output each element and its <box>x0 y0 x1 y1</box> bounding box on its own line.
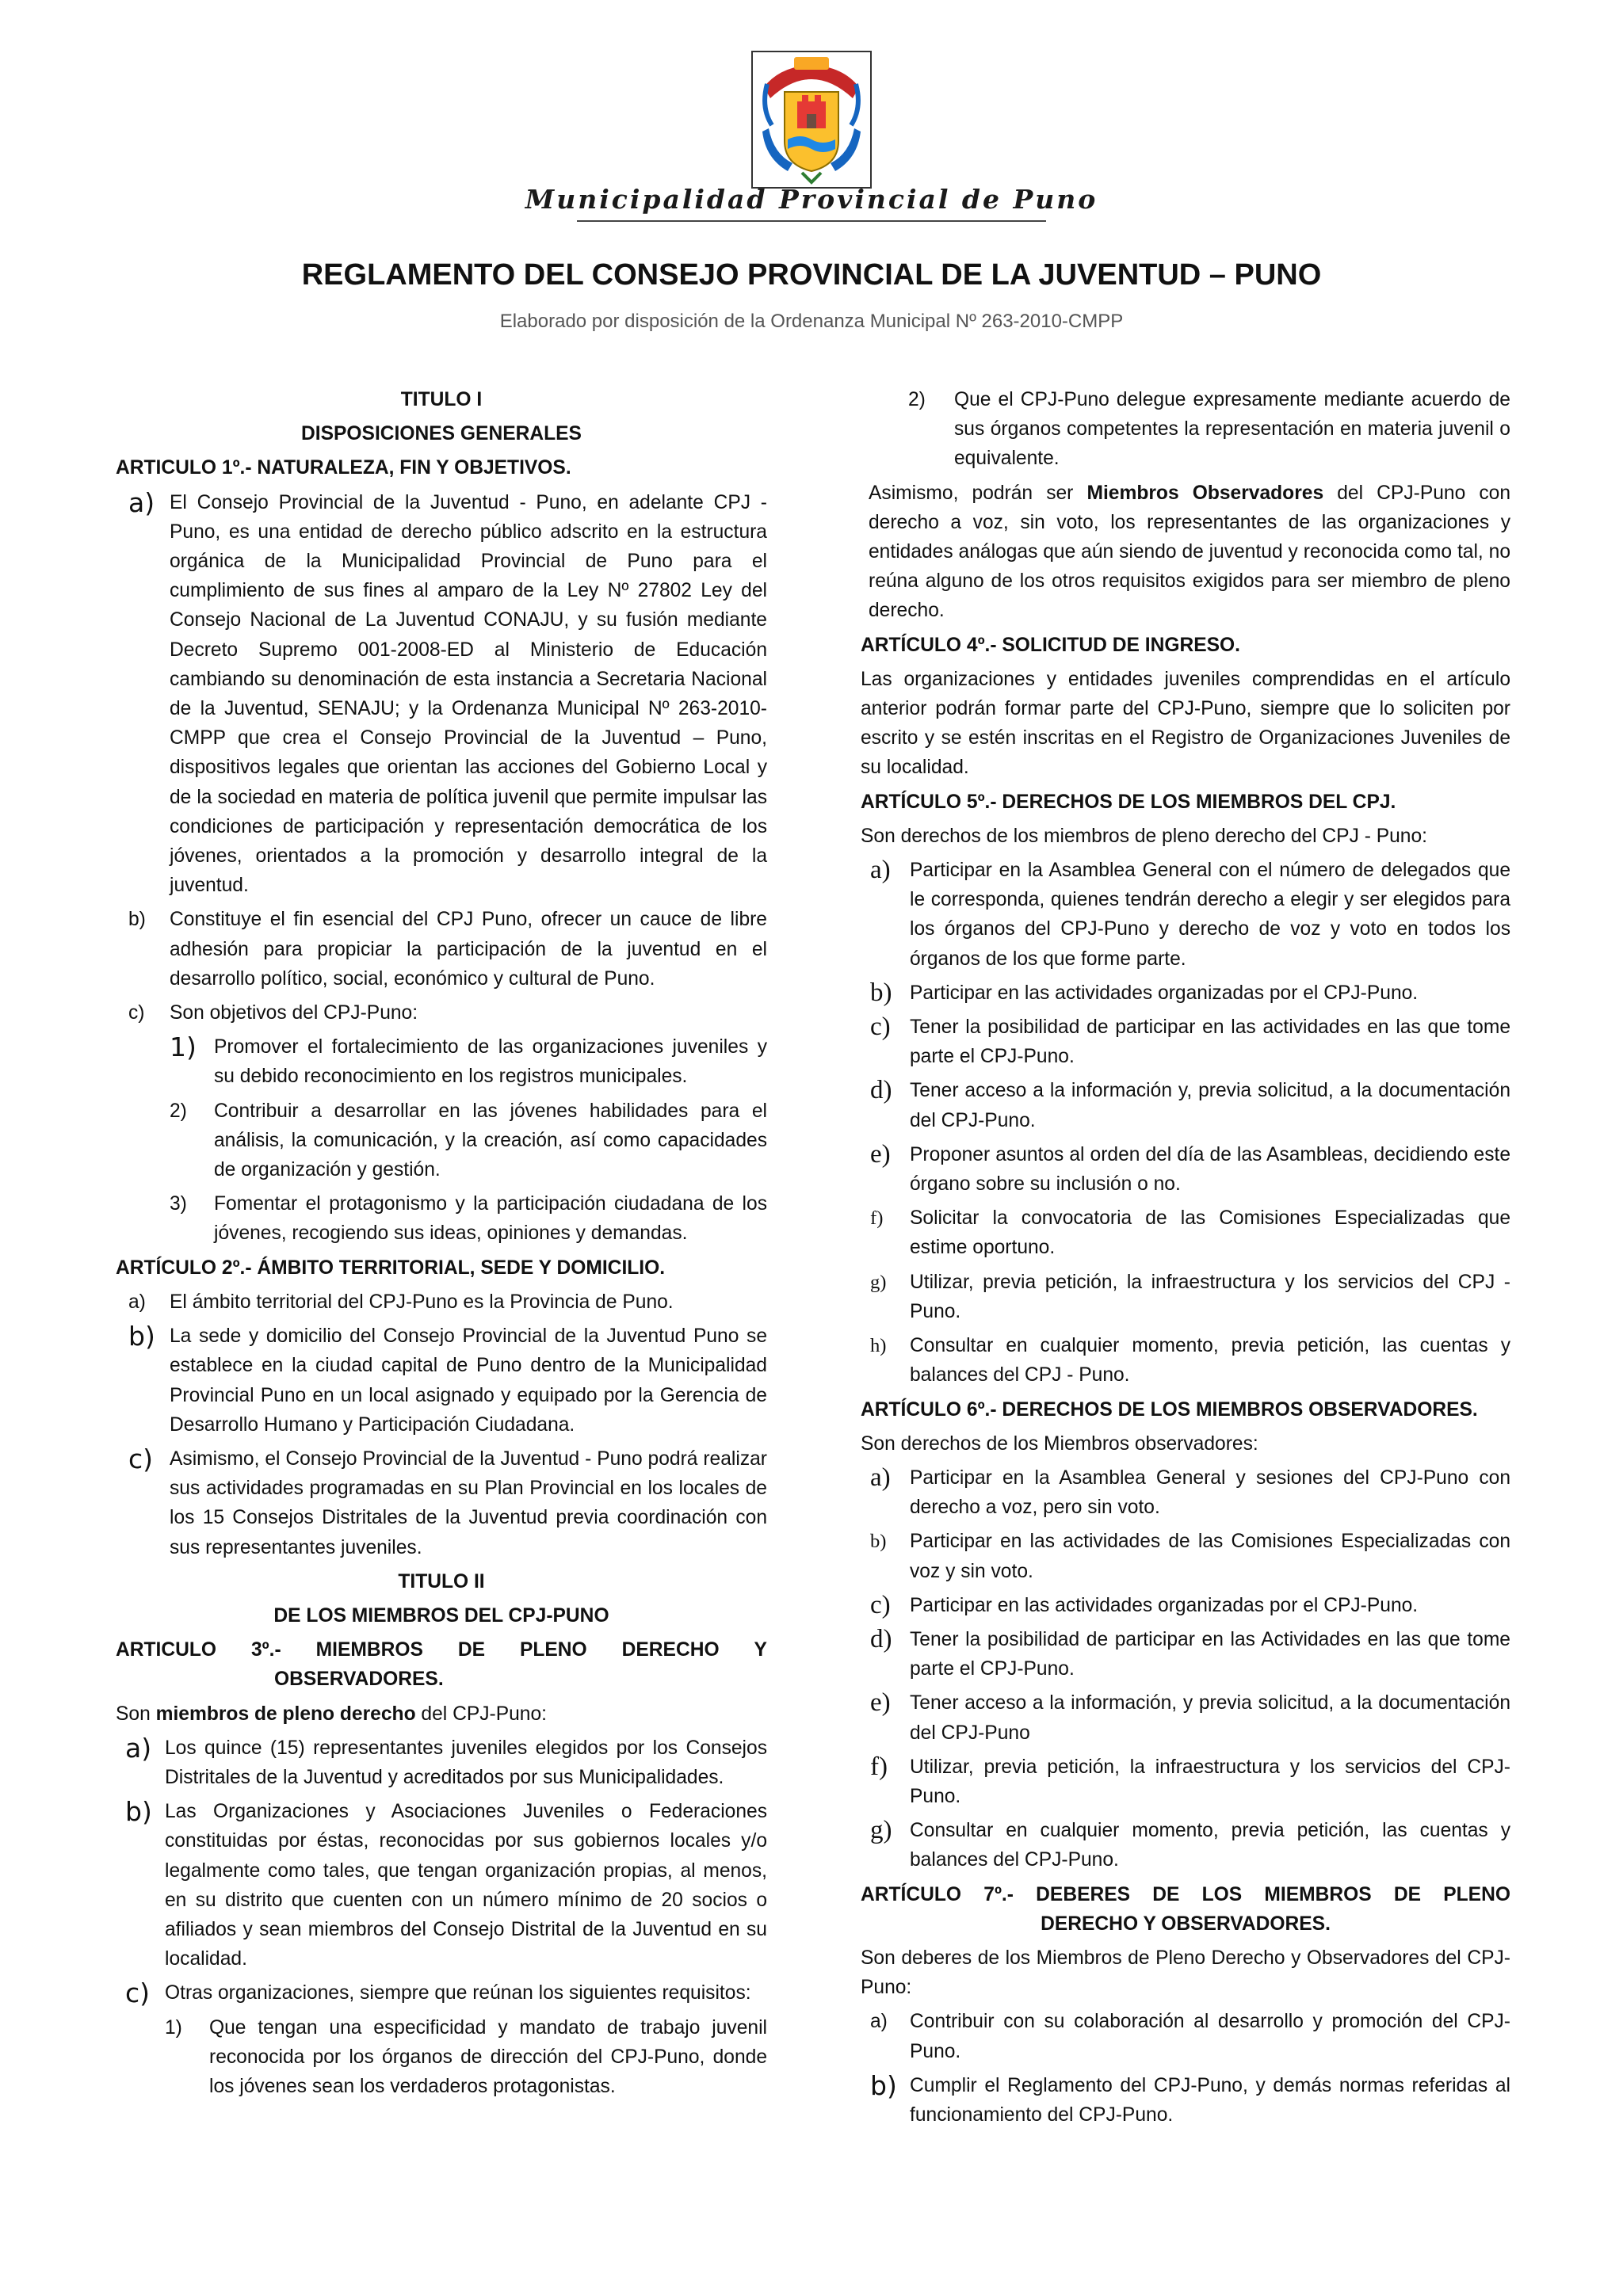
list-item: b) La sede y domicilio del Consejo Provincial de la Juventud Puno se establece en la ciudad capital de Puno dentro de la Municipalidad Provincial Puno en un local asignado y equipado por la Gerencia de Desarrollo Humano y Participación Ciudadana. <box>128 1321 767 1436</box>
sub-list-item: 2) Contribuir a desarrollar en las jóvenes habilidades para el análisis, la comunicación, y la creación, así como capacidades de organización y gestión. <box>170 1100 767 1181</box>
list-item: b) Participar en las actividades organizadas por el CPJ-Puno. <box>870 978 1419 1007</box>
article-intro: Son derechos de los Miembros observadores: <box>861 1432 1258 1455</box>
list-item: a) Participar en la Asamblea General y sesiones del CPJ-Puno con derecho a voz, pero sin voto. <box>870 1463 1510 1519</box>
article-intro: Son miembros de pleno derecho del CPJ-Puno: <box>116 1703 548 1725</box>
sub-list-item: 1) Promover el fortalecimiento de las organizaciones juveniles y su debido reconocimiento en los registros municipales. <box>170 1032 767 1088</box>
list-item: a) Participar en la Asamblea General con el número de delegados que le corresponda, quienes tendrán derecho a elegir y ser elegidos para los órganos del CPJ-Puno y derecho de voz y voto en todos los órganos de los que forme parte. <box>870 856 1510 970</box>
header-divider <box>577 220 1046 222</box>
left-column <box>116 385 767 2106</box>
article-heading: ARTÍCULO 2º.- ÁMBITO TERRITORIAL, SEDE Y DOMICILIO. <box>116 1257 666 1279</box>
observers-paragraph: Asimismo, podrán ser Miembros Observadores del CPJ-Puno con derecho a voz, sin voto, los representantes de las organizaciones y entidades análogas que aún siendo de juventud y reconocida como tal, no reúna alguno de los otros requisitos exigidos para ser miembro de pleno derecho. <box>869 482 1511 622</box>
municipal-crest <box>751 51 872 189</box>
list-item: a) El Consejo Provincial de la Juventud - Puno, en adelante CPJ - Puno, es una entidad de derecho público adscrito en la estructura orgánica de la Municipalidad Provincial de Puno para el cumplimiento de sus fines al amparo de la Ley Nº 27802 Ley del Consejo Nacional de La Juventud CONAJU, y su fusión mediante Decreto Supremo 001-2008-ED al Ministerio de Educación cambiando su denominación de esta instancia a Secretaria Nacional de la Juventud, SENAJU; y la Ordenanza Municipal Nº 263-2010-CMPP que crea el Consejo Provincial de la Juventud – Puno, dispositivos legales que orientan las acciones del Gobierno Local y de la sociedad en materia de política juvenil que permite impulsar las condiciones de participación y representación democrática de los jóvenes, orientados a la promoción y desarrollo integral de la juventud. <box>128 486 767 897</box>
sub-list-item: 3) Fomentar el protagonismo y la participación ciudadana de los jóvenes, recogiendo sus ideas, opiniones y demandas. <box>170 1193 767 1245</box>
list-item: b) Las Organizaciones y Asociaciones Juveniles o Federaciones constituidas por éstas, reconocidas por sus gobiernos locales y/o legalmente como tales, que tengan organización propias, al menos, en su distrito que cuenten con un número mínimo de 20 socios o afiliados y sean miembros del Consejo Distrital de la Juventud en su localidad. <box>125 1796 767 1970</box>
article-heading: ARTICULO 1º.- NATURALEZA, FIN Y OBJETIVOS. <box>116 457 571 479</box>
coat-of-arms-icon <box>753 52 870 187</box>
sub-list-item: 2) Que el CPJ-Puno delegue expresamente mediante acuerdo de sus órganos competentes la representación en materia juvenil o equivalente. <box>908 389 1510 470</box>
list-item: g) Consultar en cualquier momento, previa petición, las cuentas y balances del CPJ-Puno. <box>870 1816 1510 1871</box>
list-item: f) Utilizar, previa petición, la infraestructura y los servicios del CPJ-Puno. <box>870 1752 1510 1807</box>
list-item: a) El ámbito territorial del CPJ-Puno es la Provincia de Puno. <box>128 1291 674 1313</box>
titulo-name: DE LOS MIEMBROS DEL CPJ-PUNO <box>273 1604 609 1627</box>
article-intro: Son deberes de los Miembros de Pleno Derecho y Observadores del CPJ-Puno: <box>861 1947 1510 1999</box>
list-item: c) Asimismo, el Consejo Provincial de la Juventud - Puno podrá realizar sus actividades programadas en su Plan Provincial en los locales de los 15 Consejos Distritales de la Juventud previa coordinación con sus representantes juveniles. <box>128 1443 767 1558</box>
list-item: a) Contribuir con su colaboración al desarrollo y promoción del CPJ-Puno. <box>870 2011 1510 2062</box>
list-item: c) Son objetivos del CPJ-Puno: <box>128 1002 418 1024</box>
list-item: e) Tener acceso a la información, y previa solicitud, a la documentación del CPJ-Puno <box>870 1688 1510 1744</box>
document-subtitle: Elaborado por disposición de la Ordenanza Municipal Nº 263-2010-CMPP <box>499 311 1124 332</box>
article-heading: ARTÍCULO 6º.- DERECHOS DE LOS MIEMBROS OBSERVADORES. <box>861 1398 1478 1421</box>
article-heading: ARTICULO 3º.- MIEMBROS DE PLENO DERECHO Y OBSERVADORES. <box>116 1639 767 1691</box>
article-heading: ARTÍCULO 7º.- DEBERES DE LOS MIEMBROS DE PLENO DERECHO Y OBSERVADORES. <box>861 1883 1510 1935</box>
right-column <box>861 385 1510 2134</box>
titulo-heading: TITULO II <box>398 1570 485 1592</box>
titulo-name: DISPOSICIONES GENERALES <box>301 423 582 445</box>
list-item: b) Participar en las actividades de las Comisiones Especializadas con voz y sin voto. <box>870 1531 1510 1582</box>
list-item: c) Otras organizaciones, siempre que reúnan los siguientes requisitos: <box>125 1978 751 2009</box>
article-heading: ARTÍCULO 4º.- SOLICITUD DE INGRESO. <box>861 634 1241 656</box>
list-item: d) Tener la posibilidad de participar en las Actividades en las que tome parte el CPJ-Puno. <box>870 1624 1510 1680</box>
list-item: d) Tener acceso a la información y, previa solicitud, a la documentación del CPJ-Puno. <box>870 1076 1510 1131</box>
municipality-name: Municipalidad Provincial de Puno <box>525 184 1098 215</box>
list-item: e) Proponer asuntos al orden del día de las Asambleas, decidiendo este órgano sobre su inclusión o no. <box>870 1139 1510 1196</box>
list-item: h) Consultar en cualquier momento, previa petición, las cuentas y balances del CPJ - Puno. <box>870 1335 1510 1386</box>
list-item: b) Constituye el fin esencial del CPJ Puno, ofrecer un cauce de libre adhesión para propiciar la participación de la juventud en el desarrollo político, social, económico y cultural de Puno. <box>128 909 767 990</box>
list-item: b) Cumplir el Reglamento del CPJ-Puno, y demás normas referidas al funcionamiento del CPJ-Puno. <box>870 2069 1510 2126</box>
article-intro: Son derechos de los miembros de pleno derecho del CPJ - Puno: <box>861 825 1427 847</box>
list-item: c) Tener la posibilidad de participar en las actividades en las que tome parte el CPJ-Puno. <box>870 1013 1510 1068</box>
article-text: Las organizaciones y entidades juveniles comprendidas en el artículo anterior podrán formar parte del CPJ-Puno, siempre que lo soliciten por escrito y se estén inscritas en el Registro de Organizaciones Juveniles de su localidad. <box>861 668 1510 779</box>
list-item: a) Los quince (15) representantes juveniles elegidos por los Consejos Distritales de la Juventud y acreditados por sus Municipalidades. <box>125 1732 767 1788</box>
article-heading: ARTÍCULO 5º.- DERECHOS DE LOS MIEMBROS DEL CPJ. <box>861 791 1396 813</box>
list-item: c) Participar en las actividades organizadas por el CPJ-Puno. <box>870 1590 1419 1619</box>
titulo-heading: TITULO I <box>400 389 483 410</box>
sub-list-item: 1) Que tengan una especificidad y mandato de trabajo juvenil reconocida por los órganos de dirección del CPJ-Puno, donde los jóvenes sean los verdaderos protagonistas. <box>165 2016 767 2097</box>
list-item: f) Solicitar la convocatoria de las Comisiones Especializadas que estime oportuno. <box>870 1207 1510 1259</box>
document-title: REGLAMENTO DEL CONSEJO PROVINCIAL DE LA JUVENTUD – PUNO <box>301 258 1322 292</box>
list-item: g) Utilizar, previa petición, la infraestructura y los servicios del CPJ - Puno. <box>870 1271 1510 1322</box>
